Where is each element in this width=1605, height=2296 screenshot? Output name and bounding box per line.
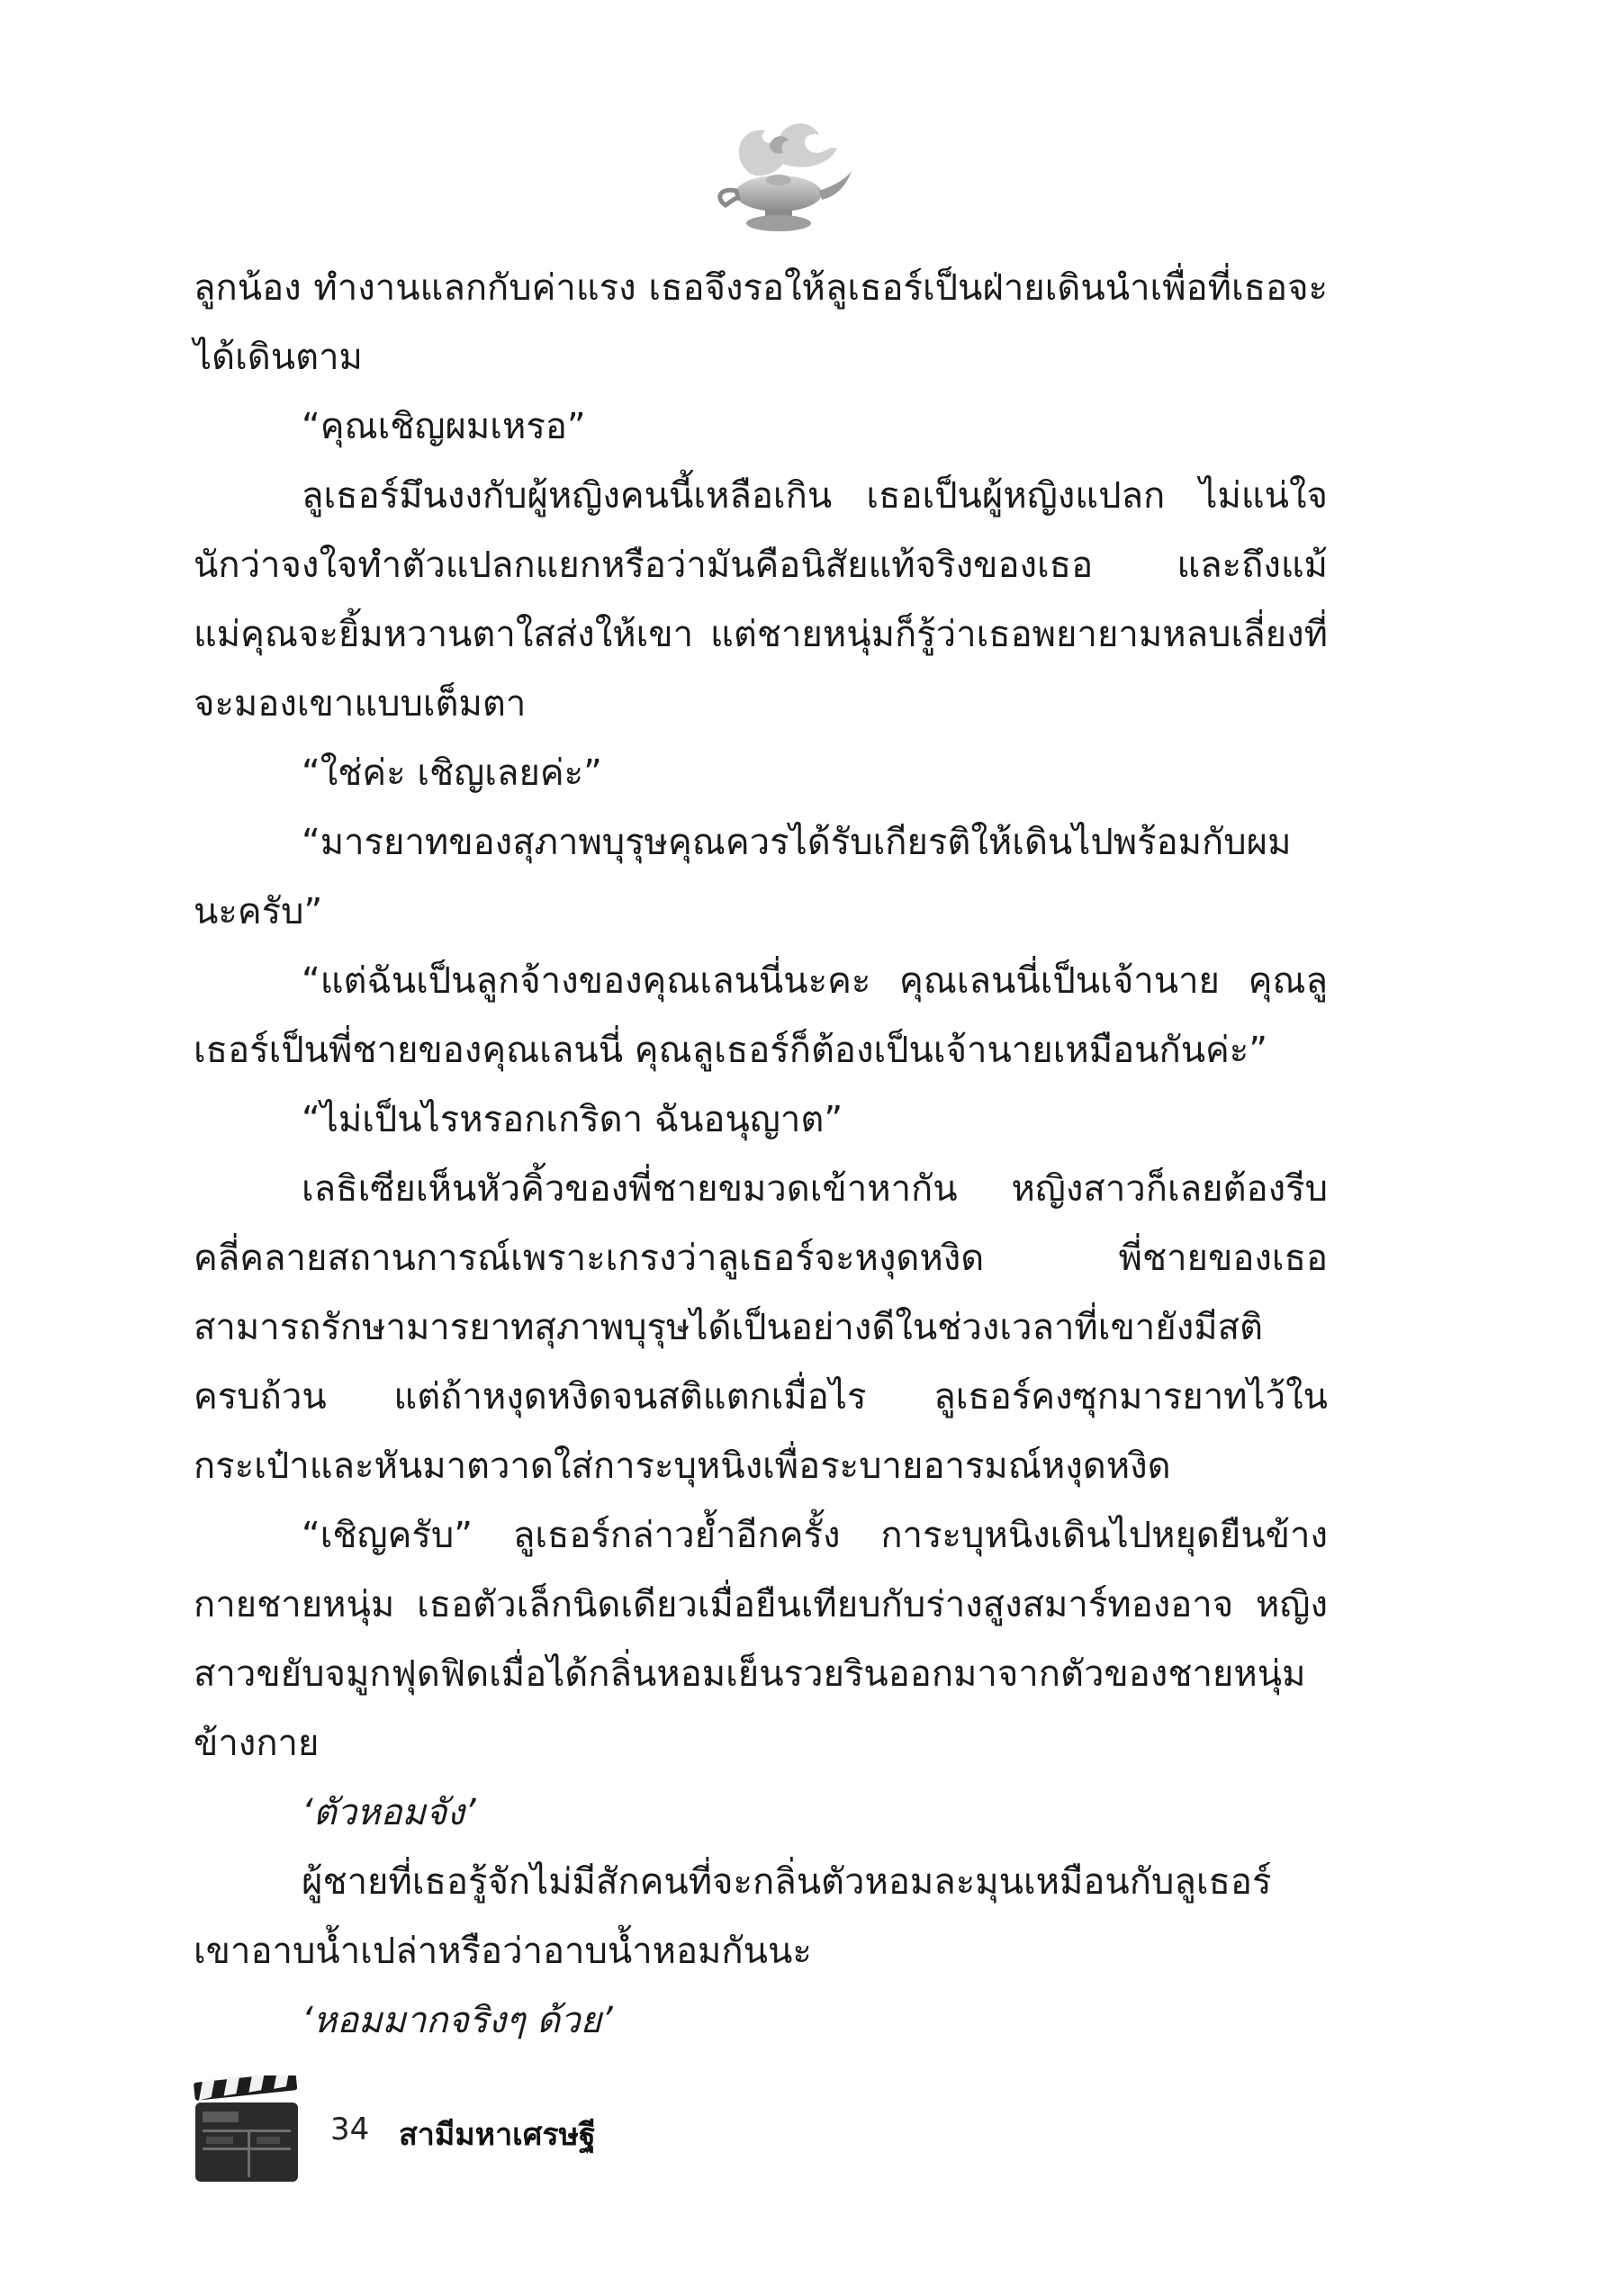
paragraph-7: “ไม่เป็นไรหรอกเกริดา ฉันอนุญาต” xyxy=(302,1099,843,1140)
paragraph-2: “คุณเชิญผมเหรอ” xyxy=(302,406,586,447)
paragraph-12-thought: ‘หอมมากจริงๆ ด้วย’ xyxy=(302,2000,613,2041)
page-footer xyxy=(194,2070,1328,2187)
paragraph-8: เลธิเซียเห็นหัวคิ้วของพี่ชายขมวดเข้าหากัน หญิงสาวก็เลยต้องรีบคลี่คลายสถานการณ์เพราะเกรงว่าลูเธอร์จะหงุดหงิด พี่ชายของเธอสามารถรักษามารยาทสุภาพบุรุษได้เป็นอย่างดีในช่วงเวลาที่เขายังมีสติครบถ้วน แต่ถ้าหงุดหงิดจนสติแตกเมื่อไร ลูเธอร์คงซุกมารยาทไว้ในกระเป๋าและหันมาตวาดใส่การะบุหนิงเพื่อระบายอารมณ์หงุดหงิด xyxy=(194,1168,1328,1487)
paragraph-11: ผู้ชายที่เธอรู้จักไม่มีสักคนที่จะกลิ่นตัวหอมละมุนเหมือนกับลูเธอร์เขาอาบน้ำเปล่าหรือว่าอาบน้ำหอมกันนะ xyxy=(194,1861,1272,1972)
clapperboard-icon xyxy=(194,2075,300,2183)
genie-lamp-icon xyxy=(693,108,855,243)
paragraph-4: “ใช่ค่ะ เชิญเลยค่ะ” xyxy=(302,752,602,794)
paragraph-5: “มารยาทของสุภาพบุรุษคุณควรได้รับเกียรติให้เดินไปพร้อมกับผมนะครับ” xyxy=(194,822,1292,932)
body-text xyxy=(194,254,1328,2056)
page-number: 34 xyxy=(330,2111,370,2147)
paragraph-9: “เชิญครับ” ลูเธอร์กล่าวย้ำอีกครั้ง การะบุหนิงเดินไปหยุดยืนข้างกายชายหนุ่ม เธอตัวเล็กนิดเดียวเมื่อยืนเทียบกับร่างสูงสมาร์ทองอาจ หญิงสาวขยับจมูกฟุดฟิดเมื่อได้กลิ่นหอมเย็นรวยรินออกมาจากตัวของชายหนุ่มข้างกาย xyxy=(194,1515,1328,1764)
paragraph-3: ลูเธอร์มึนงงกับผู้หญิงคนนี้เหลือเกิน เธอเป็นผู้หญิงแปลก ไม่แน่ใจนักว่าจงใจทำตัวแปลกแยกหรือว่ามันคือนิสัยแท้จริงของเธอ และถึงแม้แม่คุณจะยิ้มหวานตาใสส่งให้เขา แต่ชายหนุ่มก็รู้ว่าเธอพยายามหลบเลี่ยงที่จะมองเขาแบบเต็มตา xyxy=(194,475,1328,725)
paragraph-6: “แต่ฉันเป็นลูกจ้างของคุณเลนนี่นะคะ คุณเลนนี่เป็นเจ้านาย คุณลูเธอร์เป็นพี่ชายของคุณเลนนี่ คุณลูเธอร์ก็ต้องเป็นเจ้านายเหมือนกันค่ะ” xyxy=(194,960,1328,1071)
book-title: สามีมหาเศรษฐี xyxy=(399,2117,596,2153)
paragraph-1: ลูกน้อง ทำงานแลกกับค่าแรง เธอจึงรอให้ลูเธอร์เป็นฝ่ายเดินนำเพื่อที่เธอจะได้เดินตาม xyxy=(194,267,1328,378)
paragraph-10-thought: ‘ตัวหอมจัง’ xyxy=(302,1792,476,1833)
